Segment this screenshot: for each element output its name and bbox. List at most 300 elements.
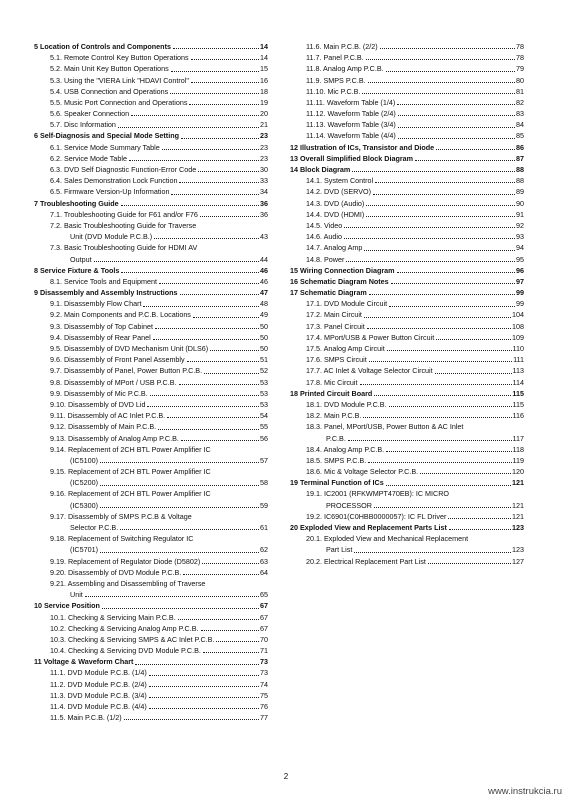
toc-subsection-entry[interactable] [34, 623, 268, 634]
toc-page-number: 81 [516, 86, 524, 96]
toc-leader-dots [94, 261, 259, 262]
toc-leader-dots [364, 250, 515, 251]
toc-leader-dots [448, 518, 511, 519]
toc-entry-title: 9.5. Disassembly of DVD Mechanism Unit (DLS6) [50, 344, 209, 354]
toc-entry-title: 9.21. Assembling and Disassembling of Traverse [50, 578, 206, 588]
toc-entry-title: 9.19. Replacement of Regulator Diode (D5802) [50, 556, 201, 566]
toc-page-number: 127 [512, 556, 524, 566]
toc-leader-dots [200, 216, 259, 217]
toc-page-number: 19 [260, 97, 268, 107]
toc-subsection-entry[interactable] [290, 52, 524, 63]
toc-subsection-entry[interactable] [34, 254, 268, 265]
toc-section-entry[interactable] [34, 265, 268, 276]
toc-entry-title: Part List [326, 545, 353, 555]
toc-subsection-entry[interactable] [34, 97, 268, 108]
toc-page-number: 70 [260, 634, 268, 644]
toc-entry-title: 9.6. Disassembly of Front Panel Assembly [50, 355, 185, 365]
toc-entry-title: 10.1. Checking & Servicing Main P.C.B. [50, 612, 176, 622]
toc-page-number: 78 [516, 41, 524, 51]
toc-subsection-entry[interactable] [34, 365, 268, 376]
toc-entry-title: 9.9. Disassembly of Mic P.C.B. [50, 388, 148, 398]
toc-entry-title: (IC5100) [70, 455, 98, 465]
toc-entry-title: 14.4. DVD (HDMI) [306, 209, 365, 219]
toc-page-number: 50 [260, 321, 268, 331]
toc-entry-title: 20.2. Electrical Replacement Part List [306, 556, 426, 566]
toc-subsection-entry[interactable] [34, 544, 268, 555]
toc-subsection-entry[interactable] [34, 153, 268, 164]
toc-leader-dots [85, 596, 259, 597]
toc-leader-dots [100, 552, 259, 553]
toc-entry-title: 6.3. DVD Self Diagnostic Function-Error Code [50, 165, 197, 175]
toc-leader-dots [391, 283, 515, 284]
toc-page-number: 123 [512, 545, 524, 555]
toc-entry-title: 14.8. Power [306, 254, 345, 264]
toc-subsection-entry[interactable] [34, 276, 268, 287]
toc-subsection-entry[interactable] [34, 354, 268, 365]
toc-section-entry[interactable] [34, 287, 268, 298]
toc-leader-dots [143, 306, 259, 307]
toc-entry-title: 5.7. Disc Information [50, 120, 116, 130]
toc-entry-title: 9.4. Disassembly of Rear Panel [50, 332, 151, 342]
toc-entry-title: 9.7. Disassembly of Panel, Power Button P.C.B. [50, 366, 203, 376]
toc-subsection-entry[interactable] [290, 198, 524, 209]
toc-entry-title: 5.5. Music Port Connection and Operations [50, 97, 188, 107]
toc-subsection-entry[interactable] [34, 175, 268, 186]
toc-subsection-entry[interactable] [290, 354, 524, 365]
toc-entry-title: 9.3. Disassembly of Top Cabinet [50, 321, 153, 331]
toc-entry-title: Output [70, 254, 92, 264]
toc-subsection-entry[interactable] [34, 75, 268, 86]
toc-page-number: 90 [516, 198, 524, 208]
toc-subsection-entry[interactable] [290, 489, 524, 500]
toc-entry-title: 10.3. Checking & Servicing SMPS & AC Inlet P.C.B. [50, 634, 215, 644]
toc-subsection-entry[interactable] [290, 131, 524, 142]
toc-section-entry[interactable] [290, 287, 524, 298]
toc-page-number: 110 [512, 344, 524, 354]
toc-subsection-entry[interactable] [290, 220, 524, 231]
toc-page-number: 62 [260, 545, 268, 555]
toc-section-entry[interactable] [34, 41, 268, 52]
toc-section-entry[interactable] [290, 522, 524, 533]
toc-page-number: 118 [512, 444, 524, 454]
toc-right-column [290, 41, 524, 567]
toc-subsection-entry[interactable] [290, 75, 524, 86]
toc-subsection-entry[interactable] [290, 399, 524, 410]
toc-subsection-entry[interactable] [34, 52, 268, 63]
toc-page-number: 104 [512, 310, 524, 320]
toc-subsection-entry[interactable] [290, 254, 524, 265]
toc-subsection-entry[interactable] [290, 332, 524, 343]
toc-entry-title: 5 Location of Controls and Components [34, 41, 171, 51]
toc-entry-title: 15 Wiring Connection Diagram [290, 265, 395, 275]
toc-page-number: 85 [516, 131, 524, 141]
toc-leader-dots [149, 675, 259, 676]
toc-subsection-entry[interactable] [34, 242, 268, 253]
toc-subsection-entry[interactable] [290, 310, 524, 321]
toc-leader-dots [386, 451, 511, 452]
toc-leader-dots [173, 48, 259, 49]
toc-subsection-entry[interactable] [34, 209, 268, 220]
toc-page-number: 83 [516, 109, 524, 119]
toc-subsection-entry[interactable] [34, 690, 268, 701]
toc-subsection-entry[interactable] [290, 410, 524, 421]
toc-page-number: 43 [260, 232, 268, 242]
toc-subsection-entry[interactable] [290, 556, 524, 567]
toc-page-number: 77 [260, 713, 268, 723]
toc-page-number: 89 [516, 187, 524, 197]
toc-leader-dots [389, 406, 512, 407]
toc-leader-dots [366, 216, 515, 217]
toc-entry-title: PROCESSOR [326, 500, 372, 510]
toc-subsection-entry[interactable] [290, 544, 524, 555]
toc-page-number: 116 [512, 411, 524, 421]
toc-leader-dots [181, 138, 259, 139]
toc-entry-title: 11.13. Waveform Table (3/4) [306, 120, 396, 130]
toc-entry-title: 11.7. Panel P.C.B. [306, 53, 364, 63]
toc-leader-dots [344, 238, 515, 239]
toc-subsection-entry[interactable] [34, 500, 268, 511]
toc-leader-dots [360, 384, 512, 385]
toc-subsection-entry[interactable] [290, 298, 524, 309]
toc-entry-title: 17 Schematic Diagram [290, 288, 367, 298]
toc-entry-title: 11.4. DVD Module P.C.B. (4/4) [50, 702, 147, 712]
toc-entry-title: 17.4. MPort/USB & Power Button Circuit [306, 332, 435, 342]
toc-leader-dots [374, 395, 511, 396]
toc-leader-dots [170, 93, 259, 94]
toc-leader-dots [398, 138, 515, 139]
toc-leader-dots [348, 440, 512, 441]
toc-leader-dots [129, 160, 259, 161]
toc-section-entry[interactable] [34, 600, 268, 611]
toc-page-number: 111 [513, 355, 524, 365]
toc-subsection-entry[interactable] [34, 321, 268, 332]
toc-page-number: 30 [260, 165, 268, 175]
toc-entry-title: 9.15. Replacement of 2CH BTL Power Amplifier IC [50, 467, 211, 477]
toc-subsection-entry[interactable] [34, 142, 268, 153]
toc-page-number: 123 [512, 523, 524, 533]
toc-page-number: 14 [260, 53, 268, 63]
toc-page-number: 88 [516, 165, 524, 175]
toc-entry-title: 9.10. Disassembly of DVD Lid [50, 399, 146, 409]
toc-page-number: 94 [516, 243, 524, 253]
toc-entry-title: 11.5. Main P.C.B. (1/2) [50, 713, 122, 723]
toc-entry-title: 11 Voltage & Waveform Chart [34, 657, 134, 667]
toc-page-number: 76 [260, 702, 268, 712]
toc-section-entry[interactable] [290, 477, 524, 488]
toc-page-number: 34 [260, 187, 268, 197]
toc-leader-dots [178, 619, 259, 620]
toc-page-number: 93 [516, 232, 524, 242]
toc-subsection-entry[interactable] [34, 578, 268, 589]
toc-page-number: 67 [260, 623, 268, 633]
toc-section-entry[interactable] [34, 656, 268, 667]
toc-subsection-entry[interactable] [34, 164, 268, 175]
toc-entry-title: 19.1. IC2001 (RFKWMPT470EB): IC MICRO [306, 489, 449, 499]
toc-entry-title: 18.2. Main P.C.B. [306, 411, 362, 421]
toc-subsection-entry[interactable] [290, 421, 524, 432]
watermark: www.instrukcia.ru [488, 786, 562, 797]
toc-leader-dots [118, 127, 259, 128]
toc-page-number: 121 [512, 511, 524, 521]
toc-page-number: 97 [516, 276, 524, 286]
toc-page-number: 51 [260, 355, 268, 365]
toc-entry-title: 5.2. Main Unit Key Button Operations [50, 64, 169, 74]
toc-section-entry[interactable] [290, 388, 524, 399]
toc-section-entry[interactable] [290, 153, 524, 164]
toc-subsection-entry[interactable] [290, 175, 524, 186]
toc-leader-dots [346, 261, 515, 262]
toc-entry-title: 20 Exploded View and Replacement Parts List [290, 523, 447, 533]
toc-entry-title: 6 Self-Diagnosis and Special Mode Setting [34, 131, 179, 141]
toc-entry-title: 6.4. Sales Demonstration Lock Function [50, 176, 178, 186]
toc-page-number: 87 [516, 153, 524, 163]
toc-subsection-entry[interactable] [34, 231, 268, 242]
toc-leader-dots [181, 440, 259, 441]
toc-subsection-entry[interactable] [34, 511, 268, 522]
toc-leader-dots [368, 82, 515, 83]
toc-entry-title: 14.2. DVD (SERVO) [306, 187, 371, 197]
toc-subsection-entry[interactable] [34, 679, 268, 690]
toc-subsection-entry[interactable] [34, 556, 268, 567]
toc-section-entry[interactable] [34, 198, 268, 209]
toc-entry-title: (IC5300) [70, 500, 98, 510]
toc-entry-title: 5.3. Using the "VIERA Link "HDAVI Control" [50, 75, 189, 85]
toc-subsection-entry[interactable] [34, 86, 268, 97]
toc-page-number: 50 [260, 332, 268, 342]
toc-entry-title: 18.4. Analog Amp P.C.B. [306, 444, 385, 454]
toc-subsection-entry[interactable] [290, 466, 524, 477]
toc-page-number: 115 [512, 399, 524, 409]
toc-entry-title: (IC5701) [70, 545, 98, 555]
toc-page-number: 44 [260, 254, 268, 264]
toc-page-number: 64 [260, 567, 268, 577]
toc-page-number: 61 [260, 523, 268, 533]
toc-subsection-entry[interactable] [34, 388, 268, 399]
toc-subsection-entry[interactable] [34, 410, 268, 421]
toc-page-number: 71 [260, 646, 268, 656]
toc-entry-title: 18.6. Mic & Voltage Selector P.C.B. [306, 467, 419, 477]
toc-leader-dots [179, 384, 260, 385]
toc-subsection-entry[interactable] [34, 455, 268, 466]
toc-subsection-entry[interactable] [34, 63, 268, 74]
toc-subsection-entry[interactable] [34, 668, 268, 679]
toc-leader-dots [380, 48, 515, 49]
toc-page-number: 36 [260, 198, 268, 208]
toc-subsection-entry[interactable] [290, 533, 524, 544]
toc-subsection-entry[interactable] [290, 321, 524, 332]
toc-entry-title: 18.3. Panel, MPort/USB, Power Button & AC Inlet [306, 422, 464, 432]
toc-entry-title: 19.2. IC6901(C0HBB0000057): IC FL Driver [306, 511, 447, 521]
toc-subsection-entry[interactable] [34, 522, 268, 533]
toc-subsection-entry[interactable] [290, 500, 524, 511]
toc-leader-dots [193, 317, 259, 318]
toc-subsection-entry[interactable] [290, 63, 524, 74]
toc-entry-title: 17.2. Main Circuit [306, 310, 362, 320]
toc-leader-dots [364, 317, 511, 318]
toc-subsection-entry[interactable] [34, 567, 268, 578]
toc-page-number: 119 [512, 455, 524, 465]
toc-page-number: 58 [260, 478, 268, 488]
toc-section-entry[interactable] [34, 131, 268, 142]
toc-entry-title: 20.1. Exploded View and Mechanical Replacement [306, 534, 469, 544]
toc-subsection-entry[interactable] [290, 108, 524, 119]
toc-entry-title: 11.6. Main P.C.B. (2/2) [306, 41, 378, 51]
toc-subsection-entry[interactable] [290, 444, 524, 455]
toc-leader-dots [100, 485, 259, 486]
toc-subsection-entry[interactable] [290, 41, 524, 52]
toc-subsection-entry[interactable] [34, 399, 268, 410]
toc-entry-title: 9 Disassembly and Assembly Instructions [34, 288, 178, 298]
toc-leader-dots [167, 417, 259, 418]
toc-subsection-entry[interactable] [34, 433, 268, 444]
toc-subsection-entry[interactable] [34, 186, 268, 197]
toc-page-number: 46 [260, 265, 268, 275]
toc-page-number: 73 [260, 668, 268, 678]
toc-page-number: 99 [516, 288, 524, 298]
toc-entry-title: 8.1. Service Tools and Equipment [50, 276, 157, 286]
toc-entry-title: 17.8. Mic Circuit [306, 377, 358, 387]
toc-leader-dots [367, 328, 511, 329]
toc-subsection-entry[interactable] [34, 377, 268, 388]
toc-leader-dots [415, 160, 515, 161]
toc-page-number: 65 [260, 590, 268, 600]
toc-subsection-entry[interactable] [290, 242, 524, 253]
toc-entry-title: 8 Service Fixture & Tools [34, 265, 120, 275]
toc-subsection-entry[interactable] [34, 310, 268, 321]
toc-subsection-entry[interactable] [34, 220, 268, 231]
toc-page-number: 96 [516, 265, 524, 275]
toc-subsection-entry[interactable] [290, 377, 524, 388]
toc-subsection-entry[interactable] [34, 119, 268, 130]
toc-page-number: 95 [516, 254, 524, 264]
toc-entry-title: 11.9. SMPS P.C.B. [306, 75, 366, 85]
toc-entry-title: 14.5. Video [306, 220, 343, 230]
toc-subsection-entry[interactable] [290, 119, 524, 130]
toc-leader-dots [369, 294, 515, 295]
toc-subsection-entry[interactable] [290, 86, 524, 97]
toc-entry-title: 10 Service Position [34, 601, 100, 611]
toc-entry-title: 17.7. AC Inlet & Voltage Selector Circuit [306, 366, 433, 376]
toc-page-number: 121 [512, 478, 524, 488]
toc-section-entry[interactable] [290, 265, 524, 276]
toc-subsection-entry[interactable] [34, 421, 268, 432]
toc-page-number: 115 [512, 388, 524, 398]
toc-leader-dots [147, 406, 259, 407]
toc-page-number: 52 [260, 366, 268, 376]
toc-entry-title: Unit (DVD Module P.C.B.) [70, 232, 153, 242]
toc-entry-title: 11.14. Waveform Table (4/4) [306, 131, 396, 141]
toc-page-number: 120 [512, 467, 524, 477]
toc-leader-dots [159, 283, 259, 284]
toc-entry-title: 14.7. Analog Amp [306, 243, 363, 253]
toc-left-column [34, 41, 268, 723]
toc-page-number: 36 [260, 209, 268, 219]
toc-subsection-entry[interactable] [34, 298, 268, 309]
toc-subsection-entry[interactable] [34, 343, 268, 354]
toc-subsection-entry[interactable] [290, 455, 524, 466]
toc-entry-title: 9.2. Main Components and P.C.B. Locations [50, 310, 191, 320]
toc-entry-title: 11.1. DVD Module P.C.B. (1/4) [50, 668, 147, 678]
toc-subsection-entry[interactable] [34, 589, 268, 600]
toc-subsection-entry[interactable] [34, 108, 268, 119]
toc-subsection-entry[interactable] [290, 343, 524, 354]
toc-leader-dots [397, 272, 515, 273]
toc-leader-dots [171, 194, 259, 195]
toc-entry-title: 16 Schematic Diagram Notes [290, 276, 389, 286]
toc-page-number: 46 [260, 276, 268, 286]
toc-entry-title: 7.3. Basic Troubleshooting Guide for HDMI AV [50, 243, 198, 253]
toc-leader-dots [120, 529, 259, 530]
toc-page-number: 57 [260, 455, 268, 465]
toc-leader-dots [155, 328, 259, 329]
toc-leader-dots [180, 294, 259, 295]
toc-page-number: 50 [260, 344, 268, 354]
toc-subsection-entry[interactable] [290, 433, 524, 444]
toc-subsection-entry[interactable] [34, 634, 268, 645]
toc-subsection-entry[interactable] [34, 489, 268, 500]
toc-subsection-entry[interactable] [34, 533, 268, 544]
toc-leader-dots [121, 272, 259, 273]
toc-entry-title: 18 Printed Circuit Board [290, 388, 373, 398]
toc-subsection-entry[interactable] [290, 231, 524, 242]
toc-entry-title: 17.3. Panel Circuit [306, 321, 365, 331]
toc-leader-dots [363, 417, 511, 418]
toc-section-entry[interactable] [290, 164, 524, 175]
toc-subsection-entry[interactable] [290, 365, 524, 376]
toc-page-number: 88 [516, 176, 524, 186]
toc-leader-dots [386, 71, 515, 72]
toc-page-number: 48 [260, 299, 268, 309]
toc-leader-dots [153, 339, 259, 340]
toc-entry-title: P.C.B. [326, 433, 346, 443]
toc-section-entry[interactable] [290, 142, 524, 153]
toc-leader-dots [398, 127, 515, 128]
toc-subsection-entry[interactable] [34, 444, 268, 455]
toc-leader-dots [436, 149, 515, 150]
toc-subsection-entry[interactable] [34, 612, 268, 623]
toc-page-number: 113 [512, 366, 524, 376]
toc-page-number: 47 [260, 288, 268, 298]
toc-page-number: 82 [516, 97, 524, 107]
toc-section-entry[interactable] [290, 276, 524, 287]
toc-leader-dots [352, 171, 515, 172]
toc-subsection-entry[interactable] [290, 97, 524, 108]
toc-leader-dots [344, 227, 515, 228]
toc-subsection-entry[interactable] [290, 209, 524, 220]
toc-subsection-entry[interactable] [34, 645, 268, 656]
toc-subsection-entry[interactable] [34, 701, 268, 712]
toc-leader-dots [386, 485, 511, 486]
toc-page-number: 99 [516, 299, 524, 309]
toc-page-number: 114 [512, 377, 524, 387]
toc-page-number: 74 [260, 679, 268, 689]
toc-subsection-entry[interactable] [290, 511, 524, 522]
toc-subsection-entry[interactable] [34, 712, 268, 723]
toc-subsection-entry[interactable] [290, 186, 524, 197]
toc-entry-title: 9.11. Disassembly of AC Inlet P.C.B. [50, 411, 166, 421]
toc-subsection-entry[interactable] [34, 477, 268, 488]
toc-entry-title: (IC5200) [70, 478, 98, 488]
toc-entry-title: 5.4. USB Connection and Operations [50, 86, 169, 96]
toc-leader-dots [162, 149, 259, 150]
toc-leader-dots [198, 171, 259, 172]
toc-leader-dots [150, 395, 259, 396]
toc-page-number: 59 [260, 500, 268, 510]
toc-leader-dots [179, 182, 259, 183]
toc-subsection-entry[interactable] [34, 466, 268, 477]
toc-leader-dots [435, 373, 512, 374]
toc-subsection-entry[interactable] [34, 332, 268, 343]
